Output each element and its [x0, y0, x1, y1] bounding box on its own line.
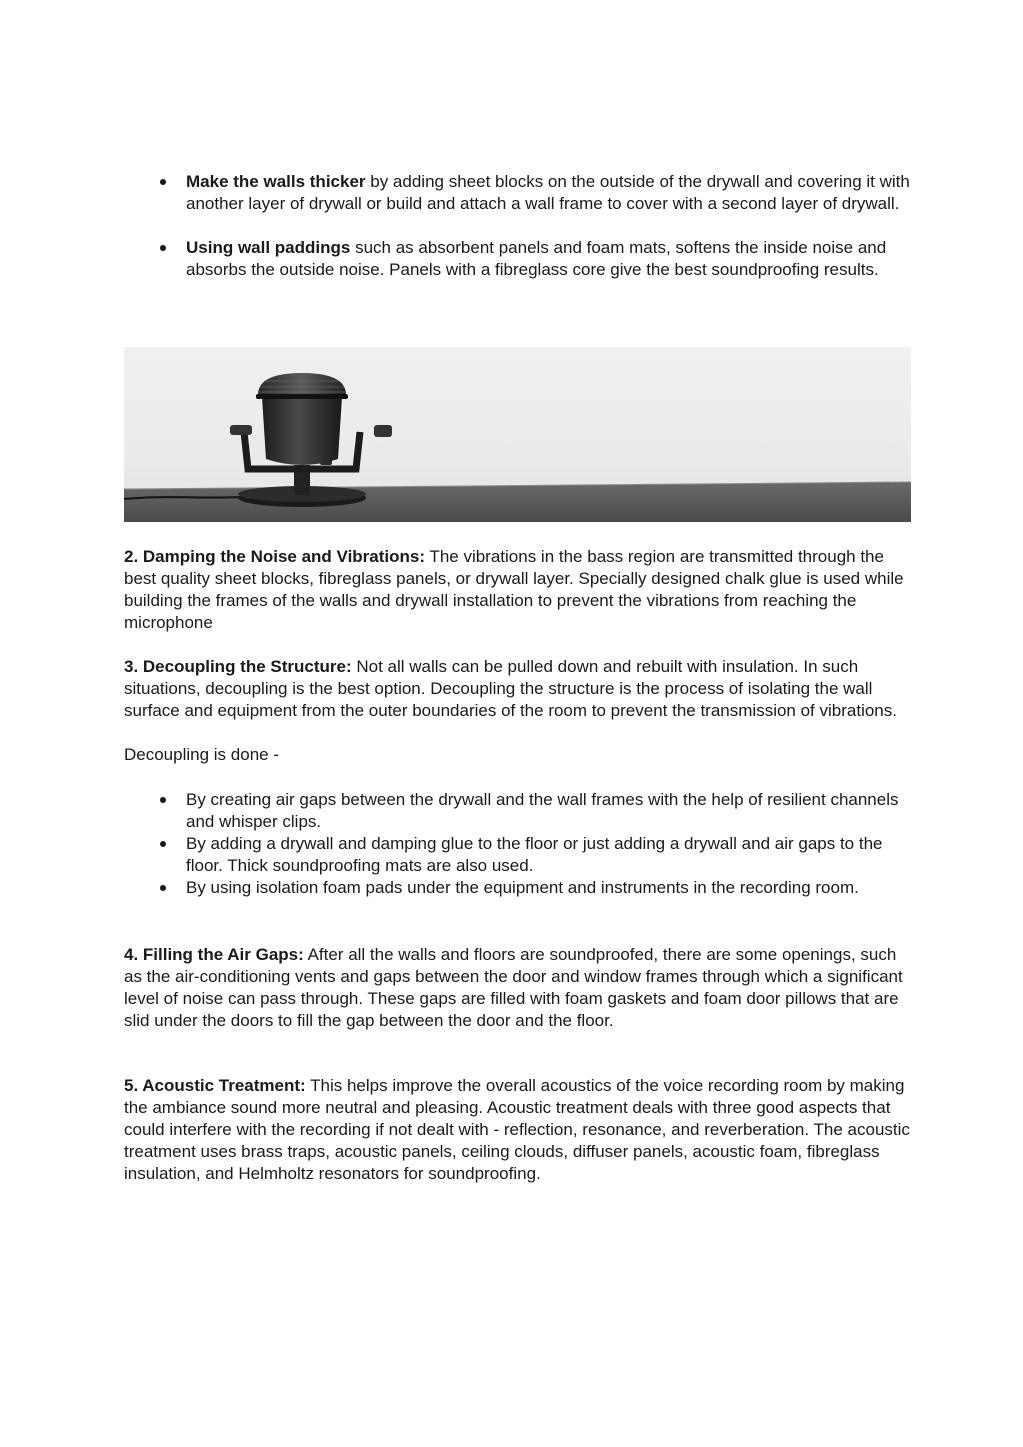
section-body: The vibrations in the bass region are transmitted through the best quality sheet blocks, fibreglass panels, or drywall layer. Specially designed chalk glue is used while building the frames of the walls and drywall installation to prevent the vibrations from reaching the microphone: [124, 547, 904, 632]
section-body: After all the walls and floors are soundproofed, there are some openings, such as the air-conditioning vents and gaps between the door and window frames through which a significant level of noise can pass through. These gaps are filled with foam gaskets and foam door pillows that are slid under the doors to fill the gap between the door and the floor.: [124, 945, 903, 1030]
soundproofing-tips-list: [124, 171, 914, 281]
list-item: By adding a drywall and damping glue to the floor or just adding a drywall and air gaps to the floor. Thick soundproofing mats are also used.: [124, 833, 914, 877]
section-heading: 5. Acoustic Treatment:: [124, 1076, 306, 1095]
filling-section: [124, 944, 914, 1032]
microphone-icon: [124, 347, 911, 522]
section-heading: 2. Damping the Noise and Vibrations:: [124, 547, 426, 566]
list-item: [124, 237, 914, 281]
section-body: Not all walls can be pulled down and rebuilt with insulation. In such situations, decoupling is the best option. Decoupling the structure is the process of isolating the wall surface and equipment from the outer boundaries of the room to prevent the transmission of vibrations.: [124, 657, 897, 720]
decoupling-methods-list: [124, 789, 914, 899]
decoupling-intro: Decoupling is done -: [124, 745, 279, 764]
tip-heading: Make the walls thicker: [186, 172, 366, 191]
decoupling-section: [124, 656, 914, 722]
section-heading: 3. Decoupling the Structure:: [124, 657, 352, 676]
microphone-photo: [124, 347, 911, 522]
section-heading: 4. Filling the Air Gaps:: [124, 945, 304, 964]
section-body: This helps improve the overall acoustics of the voice recording room by making the ambiance sound more neutral and pleasing. Acoustic treatment deals with three good aspects that could interfere with the recording if not dealt with - reflection, resonance, and reverberation. The acoustic treatment uses brass traps, acoustic panels, ceiling clouds, diffuser panels, acoustic foam, fibreglass insulation, and Helmholtz resonators for soundproofing.: [124, 1076, 910, 1183]
list-item: By using isolation foam pads under the equipment and instruments in the recording room.: [124, 877, 914, 899]
acoustic-section: [124, 1075, 914, 1185]
tip-text: by adding sheet blocks on the outside of the drywall and covering it with another layer of drywall or build and attach a wall frame to cover with a second layer of drywall.: [186, 172, 910, 213]
list-item: [124, 171, 914, 215]
tip-heading: Using wall paddings: [186, 238, 351, 257]
list-item: By creating air gaps between the drywall and the wall frames with the help of resilient channels and whisper clips.: [124, 789, 914, 833]
damping-section: [124, 546, 914, 634]
tip-text: such as absorbent panels and foam mats, softens the inside noise and absorbs the outside noise. Panels with a fibreglass core give the best soundproofing results.: [186, 238, 887, 279]
